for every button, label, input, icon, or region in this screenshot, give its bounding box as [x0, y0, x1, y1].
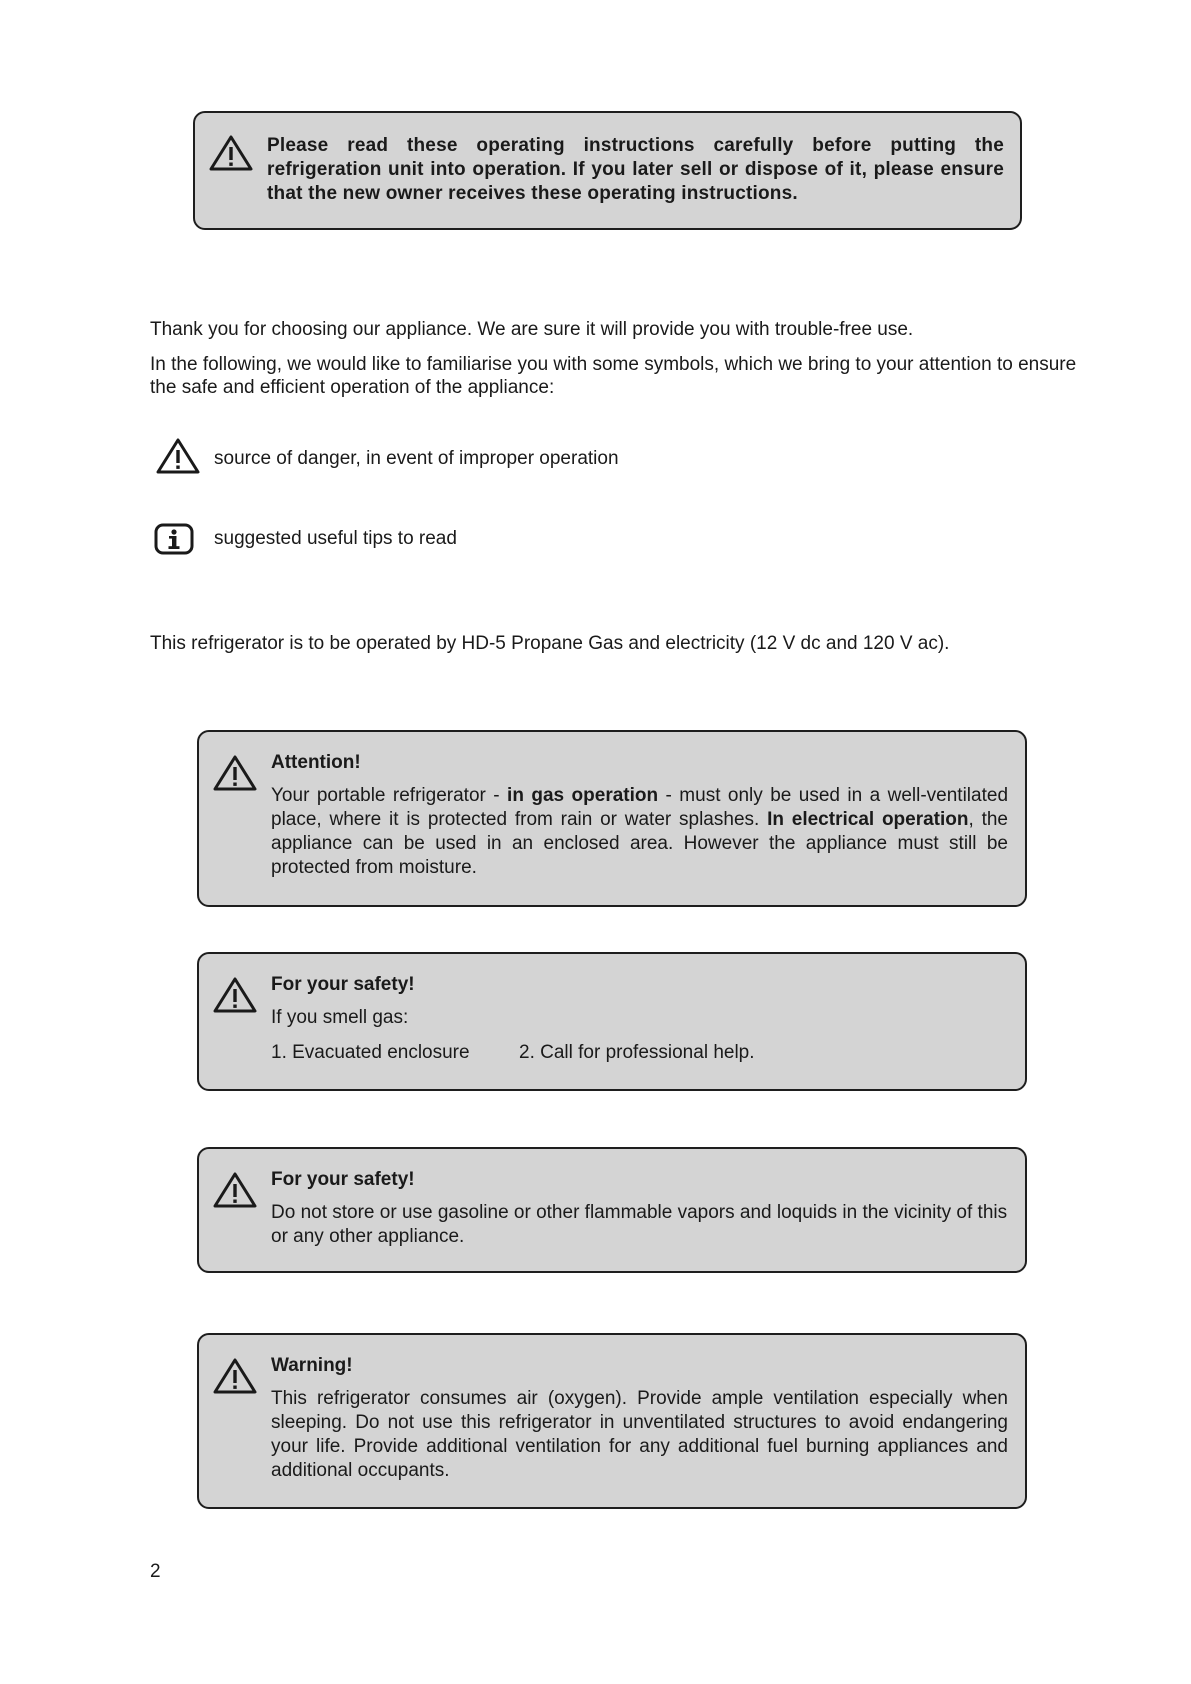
attention-bold-gas: in gas operation: [507, 785, 659, 806]
safety-gas-step-2: 2. Call for professional help.: [519, 1042, 755, 1063]
info-icon: [154, 523, 194, 555]
safety-gas-intro: If you smell gas:: [271, 1007, 409, 1028]
page-number: 2: [150, 1561, 161, 1582]
warning-triangle-icon: [212, 1357, 258, 1395]
attention-text-3: , the appliance can be used in an enclosed area. However the appliance must still be protected from moisture.: [271, 809, 1008, 878]
notice-text: Please read these operating instructions carefully before putting the refrigeration unit into operation. If you later sell or dispose of it, please ensure that the new owner receives these operating instructions.: [267, 135, 1004, 204]
warning-triangle-icon: [208, 134, 254, 172]
attention-bold-electrical: In electrical operation: [767, 809, 969, 830]
safety-gas-title: For your safety!: [271, 974, 415, 995]
safety-gas-steps: [271, 1041, 1008, 1065]
safety-gas-box: [197, 952, 1027, 1091]
safety-flammable-box: [197, 1147, 1027, 1273]
warning-box: [197, 1333, 1027, 1509]
safety-gas-step-1: 1. Evacuated enclosure: [271, 1042, 470, 1063]
attention-body: [271, 784, 1008, 880]
safety-flammable-title: For your safety!: [271, 1169, 415, 1190]
warning-triangle-icon: [212, 754, 258, 792]
attention-title: Attention!: [271, 752, 361, 773]
safety-flammable-content: [271, 1168, 1008, 1249]
attention-box: [197, 730, 1027, 907]
warning-body: This refrigerator consumes air (oxygen). Provide ample ventilation especially when sleeping. Do not use this refrigerator in unventilated structures to avoid endangering your life. Provide additional ventilation for any additional fuel burning appliances and additional occupants.: [271, 1388, 1008, 1481]
warning-title: Warning!: [271, 1355, 353, 1376]
warning-content: [271, 1354, 1008, 1483]
notice-box: [193, 111, 1022, 230]
attention-text-2: - must only be used in a well-ventilated place, where it is protected from rain or water splashes.: [271, 785, 1009, 830]
operation-note: This refrigerator is to be operated by HD-5 Propane Gas and electricity (12 V dc and 120 V ac).: [150, 633, 950, 654]
safety-gas-content: [271, 973, 1008, 1065]
intro-symbols: In the following, we would like to familiarise you with some symbols, which we bring to your attention to ensure the safe and efficient operation of the appliance:: [150, 354, 1077, 398]
attention-text-1: Your portable refrigerator -: [271, 785, 508, 806]
warning-triangle-icon: [212, 1171, 258, 1209]
intro-thanks: Thank you for choosing our appliance. We are sure it will provide you with trouble-free use.: [150, 319, 914, 340]
legend-danger-label: source of danger, in event of improper operation: [214, 448, 619, 469]
warning-triangle-icon: [155, 437, 201, 475]
safety-flammable-body: Do not store or use gasoline or other flammable vapors and loquids in the vicinity of this or any other appliance.: [271, 1202, 1008, 1247]
warning-triangle-icon: [212, 976, 258, 1014]
attention-content: [271, 751, 1008, 880]
legend-tips-label: suggested useful tips to read: [214, 528, 457, 549]
